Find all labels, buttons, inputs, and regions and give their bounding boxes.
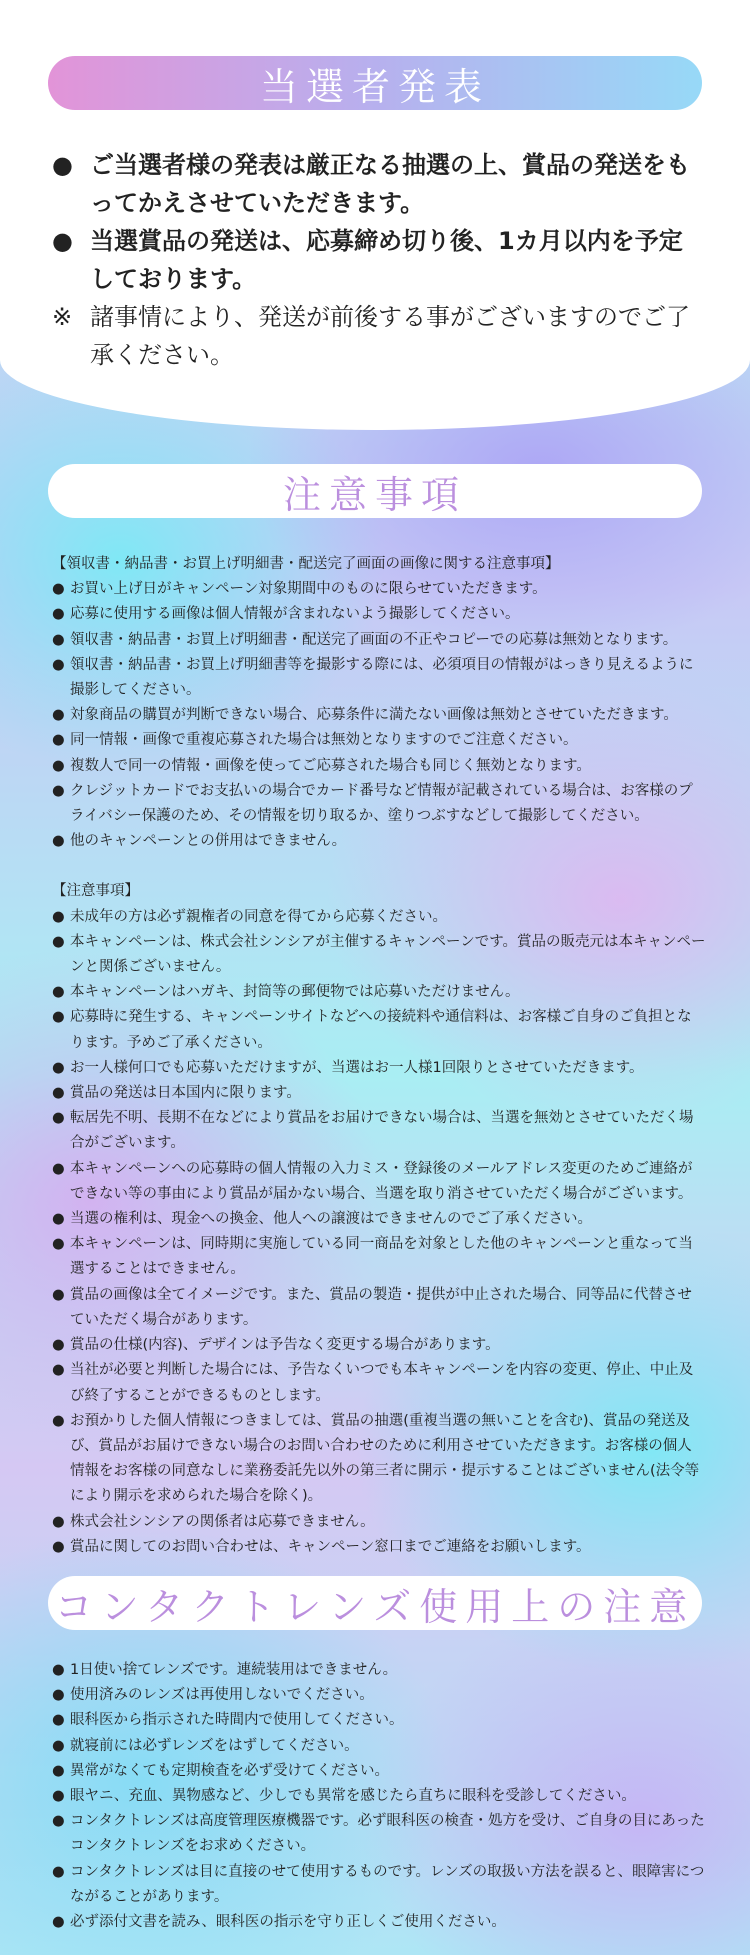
contact-lens-note-item-text: 眼ヤニ、充血、異物感など、少しでも異常を感じたら直ちに眼科を受診してください。: [70, 1788, 636, 1805]
receipt-note-item-text: 領収書・納品書・お買上げ明細書等を撮影する際には、必須項目の情報がはっきり見えるように撮影してください。: [70, 656, 694, 699]
contact-lens-note-item-text: 使用済みのレンズは再使用しないでください。: [70, 1687, 374, 1704]
receipt-note-item: [52, 602, 706, 627]
general-note-item-text: 当選の権利は、現金への換金、他人への譲渡はできませんのでご了承ください。: [70, 1211, 592, 1228]
caution-notes: [52, 552, 706, 1560]
reference-mark-icon: ※: [52, 303, 73, 331]
bullet-icon: ●: [52, 656, 65, 673]
contact-lens-note-item: [52, 1708, 706, 1733]
general-note-item-text: 応募時に発生する、キャンペーンサイトなどへの接続料や通信料は、お客様ご自身のご負担となります。予めご了承ください。: [70, 1009, 692, 1051]
general-note-item-text: 本キャンペーンはハガキ、封筒等の郵便物では応募いただけません。: [70, 984, 520, 1001]
contact-lens-note-item: [52, 1759, 706, 1784]
contact-lens-note-item: [52, 1910, 706, 1935]
general-note-item: [52, 1535, 706, 1560]
receipt-note-item: [52, 728, 706, 753]
receipt-note-item-text: お買い上げ日がキャンペーン対象期間中のものに限らせていただきます。: [70, 581, 547, 598]
caution-section-title: 注意事項: [48, 464, 702, 518]
bullet-icon: ●: [52, 1538, 65, 1555]
contact-lens-note-item: [52, 1734, 706, 1759]
bullet-icon: ●: [52, 227, 73, 255]
contact-lens-section-title: コンタクトレンズ使用上の注意: [48, 1576, 702, 1630]
receipt-note-item: [52, 653, 706, 703]
general-note-item: [52, 905, 706, 930]
receipt-notes-heading: 【領収書・納品書・お買上げ明細書・配送完了画面の画像に関する注意事項】: [52, 556, 560, 572]
contact-lens-note-item-text: 就寝前には必ずレンズをはずしてください。: [70, 1737, 359, 1754]
general-note-item: [52, 1005, 706, 1055]
receipt-notes-list: [52, 577, 706, 854]
receipt-note-item-text: 他のキャンペーンとの併用はできません。: [70, 833, 347, 850]
contact-lens-note-item-text: 1日使い捨てレンズです。連続装用はできません。: [70, 1662, 398, 1678]
bullet-icon: ●: [52, 1712, 65, 1729]
winner-item-text: 当選賞品の発送は、応募締め切り後、1カ月以内を予定しております。: [90, 227, 683, 293]
general-note-item-text: 本キャンペーンは、株式会社シンシアが主催するキャンペーンです。賞品の販売元は本キャンペーンと関係ございません。: [70, 933, 706, 976]
general-note-item-text: 未成年の方は必ず親権者の同意を得てから応募ください。: [70, 908, 447, 925]
general-note-item: [52, 1157, 706, 1207]
bullet-icon: ●: [52, 1059, 65, 1076]
winner-item: [52, 146, 702, 222]
general-note-item: [52, 1056, 706, 1081]
contact-lens-note-item: [52, 1809, 706, 1859]
contact-lens-note-item: [52, 1784, 706, 1809]
general-notes-list: [52, 905, 706, 1560]
bullet-icon: ●: [52, 1914, 65, 1931]
bullet-icon: ●: [52, 1110, 65, 1127]
general-note-item-text: 本キャンペーンは、同時期に実施している同一商品を対象とした他のキャンペーンと重なって当選することはできません。: [70, 1236, 693, 1278]
bullet-icon: ●: [52, 782, 65, 799]
general-note-item: [52, 1510, 706, 1535]
winner-section-title: 当選者発表: [48, 56, 702, 110]
general-note-item-text: 本キャンペーンへの応募時の個人情報の入力ミス・登録後のメールアドレス変更のためご連絡ができない等の事由により賞品が届かない場合、当選を取り消させていただく場合がございます。: [70, 1160, 693, 1202]
bullet-icon: ●: [52, 1813, 65, 1830]
bullet-icon: ●: [52, 581, 65, 598]
general-note-item: [52, 1232, 706, 1282]
winner-note: [52, 298, 702, 374]
receipt-note-item: [52, 628, 706, 653]
bullet-icon: ●: [52, 833, 65, 850]
bullet-icon: ●: [52, 1662, 65, 1678]
bullet-icon: ●: [52, 1211, 65, 1228]
bullet-icon: ●: [52, 1160, 65, 1177]
contact-lens-note-item-text: コンタクトレンズは目に直接のせて使用するものです。レンズの取扱い方法を誤ると、眼障害につながることがあります。: [70, 1863, 705, 1905]
bullet-icon: ●: [52, 984, 65, 1001]
winner-item: [52, 222, 702, 298]
contact-lens-note-item-text: 異常がなくても定期検査を必ず受けてください。: [70, 1762, 389, 1779]
bullet-icon: ●: [52, 631, 65, 648]
bullet-icon: ●: [52, 1863, 65, 1880]
general-note-item-text: 賞品に関してのお問い合わせは、キャンペーン窓口までご連絡をお願いします。: [70, 1538, 591, 1555]
general-note-item: [52, 1409, 706, 1510]
bullet-icon: ●: [52, 1337, 65, 1354]
general-note-item: [52, 930, 706, 980]
bullet-icon: ●: [52, 732, 65, 749]
general-note-item-text: 転居先不明、長期不在などにより賞品をお届けできない場合は、当選を無効とさせていただく場合がございます。: [70, 1110, 694, 1152]
general-note-item: [52, 1106, 706, 1156]
general-notes-heading: 【注意事項】: [52, 883, 139, 900]
bullet-icon: ●: [52, 757, 65, 774]
winner-list: [52, 146, 702, 374]
bullet-icon: ●: [52, 1236, 65, 1253]
receipt-note-item: [52, 754, 706, 779]
bullet-icon: ●: [52, 1412, 65, 1429]
receipt-note-item: [52, 703, 706, 728]
general-note-item: [52, 1333, 706, 1358]
general-note-item: [52, 1358, 706, 1408]
contact-lens-note-item-text: 必ず添付文書を読み、眼科医の指示を守り正しくご使用ください。: [70, 1914, 506, 1931]
winner-item-text: ご当選者様の発表は厳正なる抽選の上、賞品の発送をもってかえさせていただきます。: [90, 151, 690, 217]
general-note-item-text: お一人様何口でも応募いただけますが、当選はお一人様1回限りとさせていただきます。: [70, 1059, 644, 1076]
winner-note-text: 諸事情により、発送が前後する事がございますのでご了承ください。: [90, 303, 690, 369]
receipt-note-item-text: 対象商品の購買が判断できない場合、応募条件に満たない画像は無効とさせていただきます。: [70, 707, 678, 724]
bullet-icon: ●: [52, 1085, 65, 1102]
bullet-icon: ●: [52, 1513, 65, 1530]
receipt-note-item-text: 応募に使用する画像は個人情報が含まれないよう撮影してください。: [70, 606, 520, 623]
contact-lens-note-item-text: コンタクトレンズは高度管理医療機器です。必ず眼科医の検査・処方を受け、ご自身の目にあったコンタクトレンズをお求めください。: [70, 1813, 705, 1855]
contact-lens-note-item-text: 眼科医から指示された時間内で使用してください。: [70, 1712, 404, 1729]
receipt-note-item-text: 同一情報・画像で重複応募された場合は無効となりますのでご注意ください。: [70, 732, 578, 749]
bullet-icon: ●: [52, 1687, 65, 1704]
bullet-icon: ●: [52, 1009, 65, 1026]
general-note-item-text: 賞品の発送は日本国内に限ります。: [70, 1085, 301, 1102]
contact-lens-note-item: [52, 1683, 706, 1708]
bullet-icon: ●: [52, 1286, 65, 1303]
general-note-item-text: 賞品の仕様(内容)、デザインは予告なく変更する場合があります。: [70, 1337, 500, 1354]
general-note-item-text: 賞品の画像は全てイメージです。また、賞品の製造・提供が中止された場合、同等品に代替させていただく場合があります。: [70, 1286, 692, 1328]
bullet-icon: ●: [52, 1788, 65, 1805]
receipt-note-item-text: 領収書・納品書・お買上げ明細書・配送完了画面の不正やコピーでの応募は無効となります。: [70, 631, 678, 648]
general-note-item-text: お預かりした個人情報につきましては、賞品の抽選(重複当選の無いことを含む)、賞品の発送及び、賞品がお届けできない場合のお問い合わせのために利用させていただきます。お客様の個人情報をお客様の同意なしに業務委託先以外の第三者に開示・提示することはございません(法令等により開示を求められた場合を除く)。: [70, 1412, 700, 1505]
general-note-item: [52, 1207, 706, 1232]
bullet-icon: ●: [52, 707, 65, 724]
receipt-note-item-text: クレジットカードでお支払いの場合でカード番号など情報が記載されている場合は、お客様のプライバシー保護のため、その情報を切り取るか、塗りつぶすなどして撮影してください。: [70, 782, 693, 825]
bullet-icon: ●: [52, 1362, 65, 1379]
receipt-note-item-text: 複数人で同一の情報・画像を使ってご応募された場合も同じく無効となります。: [70, 757, 591, 774]
general-note-item-text: 当社が必要と判断した場合には、予告なくいつでも本キャンペーンを内容の変更、停止、中止及び終了することができるものとします。: [70, 1362, 694, 1404]
general-note-item: [52, 1283, 706, 1333]
general-note-item: [52, 980, 706, 1005]
bullet-icon: ●: [52, 151, 73, 179]
general-note-item: [52, 1081, 706, 1106]
contact-lens-notes-list: [52, 1658, 706, 1935]
bullet-icon: ●: [52, 908, 65, 925]
bullet-icon: ●: [52, 933, 65, 950]
general-note-item-text: 株式会社シンシアの関係者は応募できません。: [70, 1513, 375, 1530]
receipt-note-item: [52, 577, 706, 602]
receipt-note-item: [52, 829, 706, 854]
bullet-icon: ●: [52, 606, 65, 623]
contact-lens-note-item: [52, 1658, 706, 1683]
bullet-icon: ●: [52, 1762, 65, 1779]
contact-lens-note-item: [52, 1860, 706, 1910]
receipt-note-item: [52, 779, 706, 829]
bullet-icon: ●: [52, 1737, 65, 1754]
